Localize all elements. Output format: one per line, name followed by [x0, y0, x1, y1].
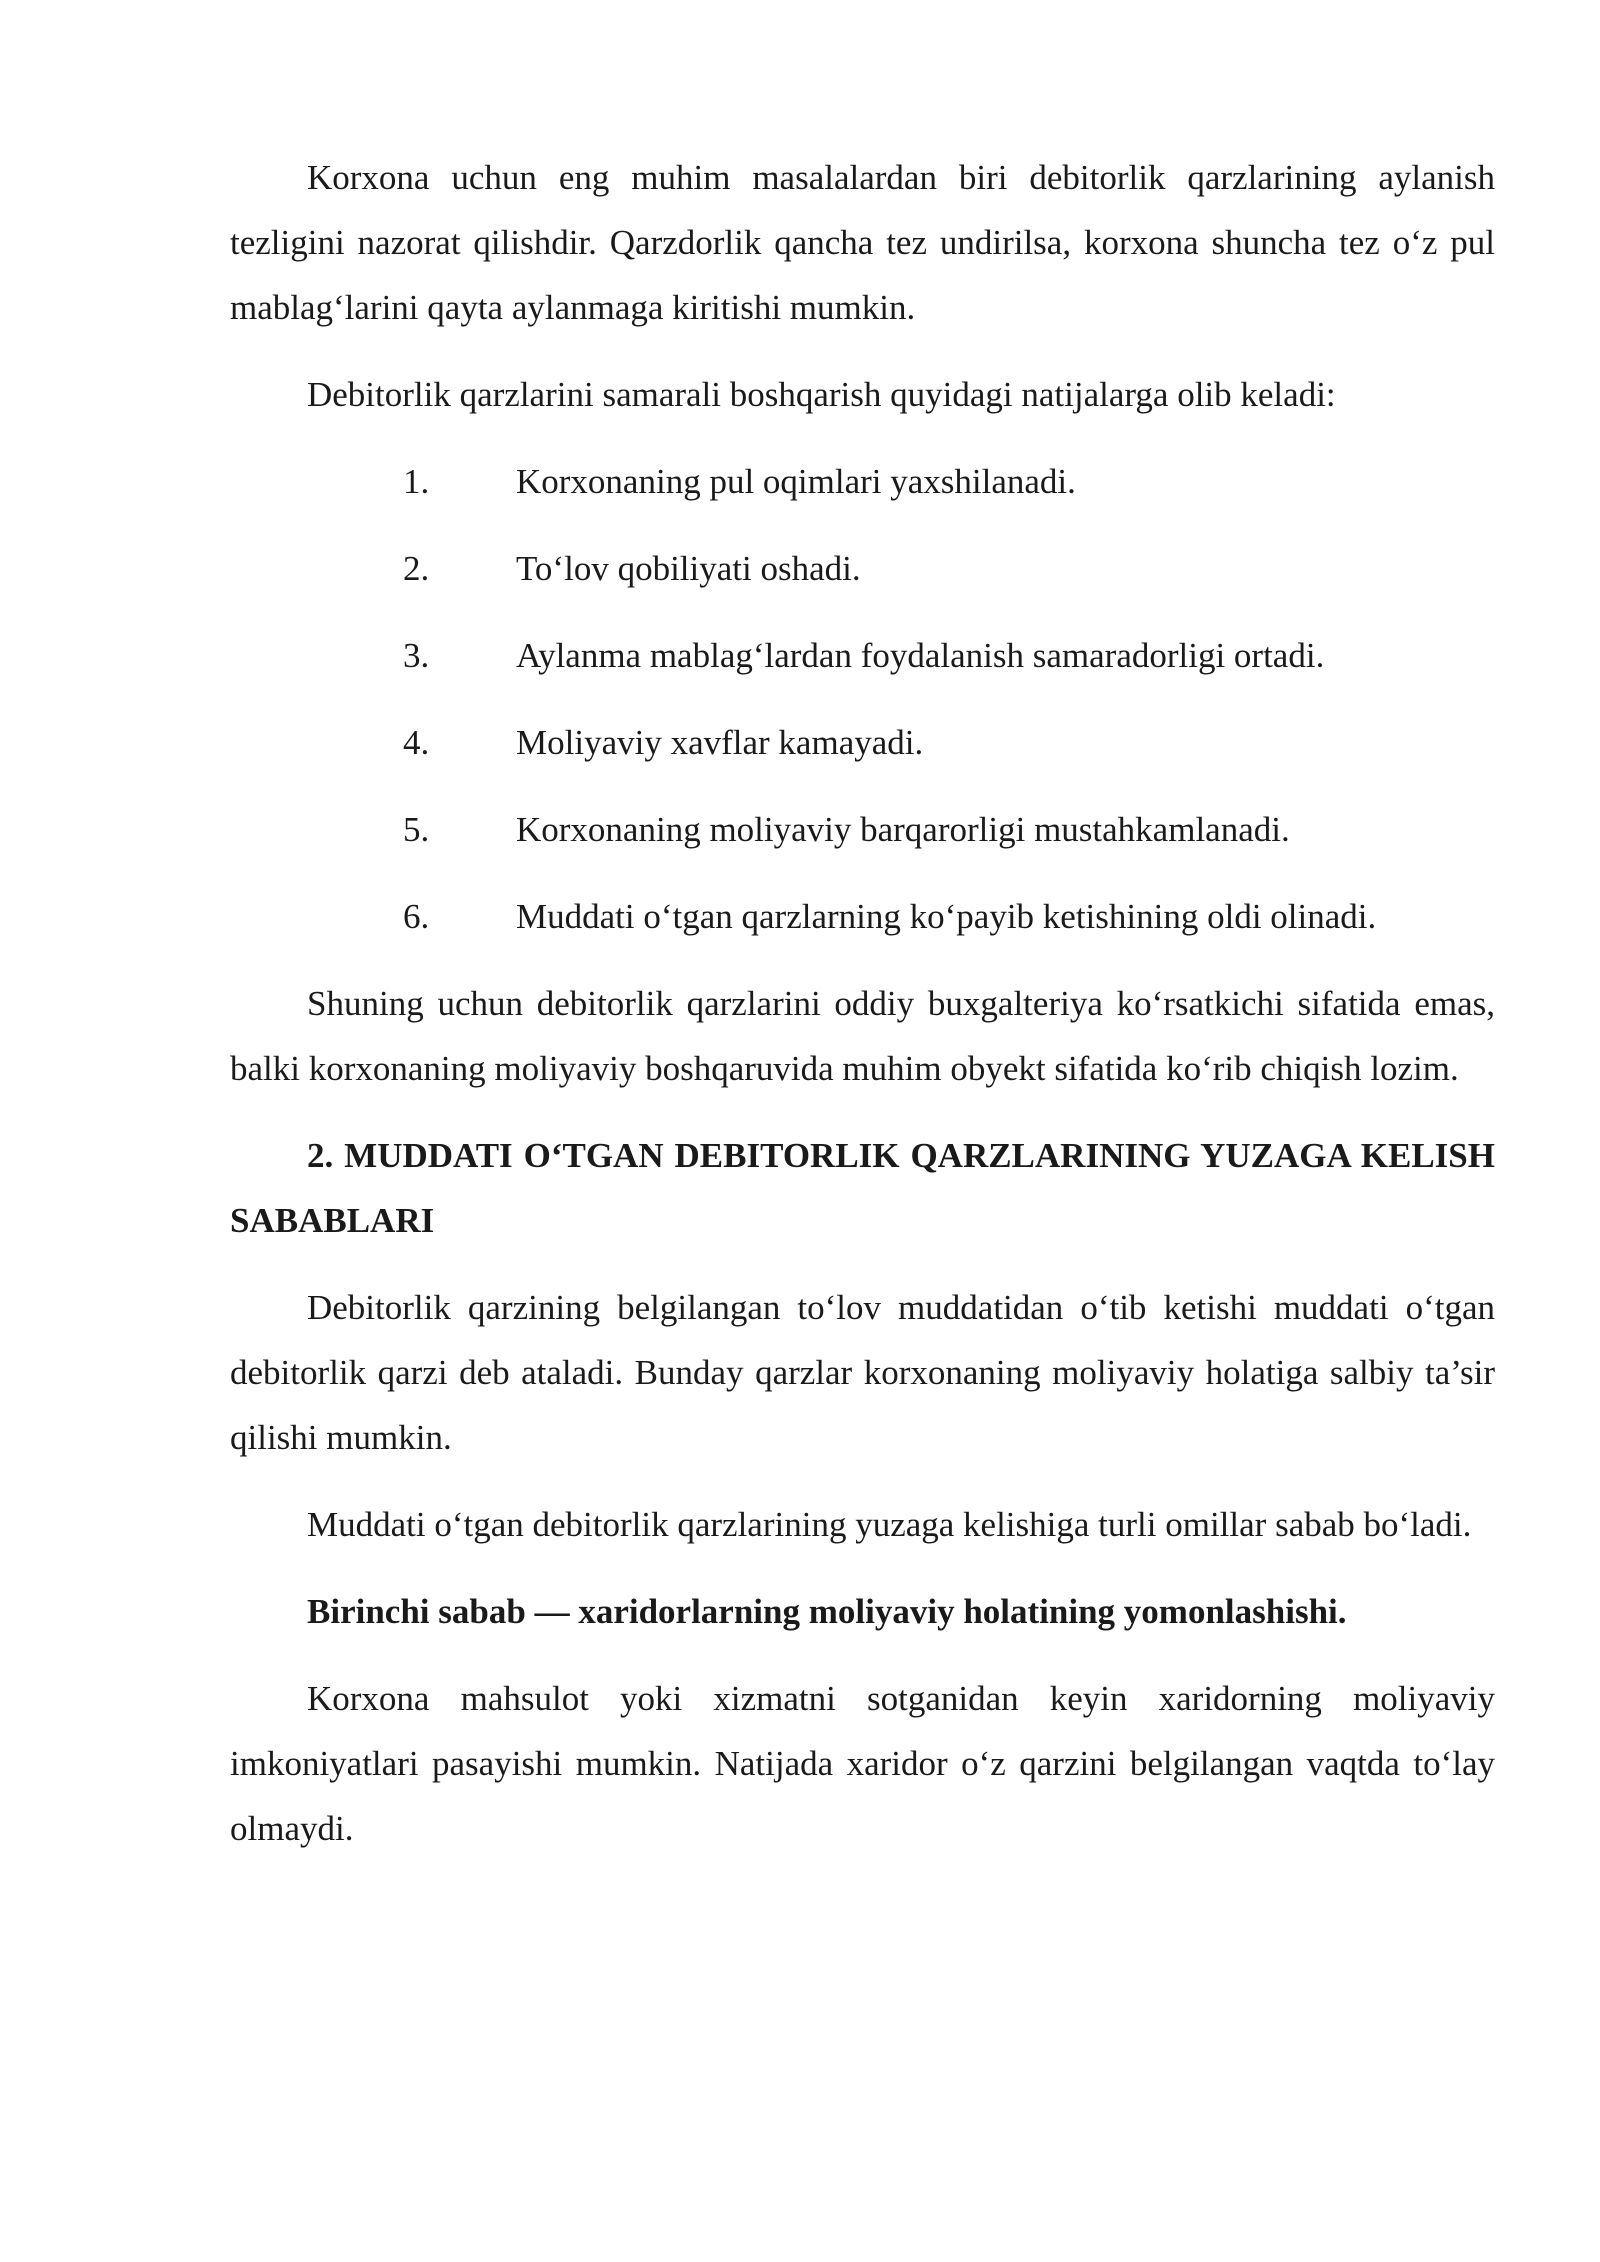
- list-item-text: Korxonaning moliyaviy barqarorligi mustahkamlanadi.: [516, 810, 1290, 849]
- document-page: [230, 145, 1495, 1883]
- list-item-text: Moliyaviy xavflar kamayadi.: [516, 723, 924, 762]
- list-item-text: Muddati o‘tgan qarzlarning ko‘payib ketishining oldi olinadi.: [516, 897, 1377, 936]
- list-item: [230, 536, 1495, 601]
- list-item: [230, 710, 1495, 775]
- list-item: [230, 884, 1495, 949]
- paragraph-management-object: Shuning uchun debitorlik qarzlarini oddiy buxgalteriya ko‘rsatkichi sifatida emas, balki korxonaning moliyaviy boshqaruvida muhim obyekt sifatida ko‘rib chiqish lozim.: [230, 984, 1495, 1088]
- list-item-number: 4.: [403, 723, 430, 762]
- list-item-text: Aylanma mablag‘lardan foydalanish samaradorligi ortadi.: [516, 636, 1325, 675]
- results-list: [230, 449, 1495, 949]
- list-item-number: 1.: [403, 462, 430, 501]
- list-item: [230, 797, 1495, 862]
- list-item-number: 3.: [403, 636, 430, 675]
- section-heading: 2. MUDDATI O‘TGAN DEBITORLIK QARZLARINING YUZAGA KELISH SABABLARI: [230, 1136, 1495, 1240]
- list-item: [230, 623, 1495, 688]
- paragraph-receivables-turnover: Korxona uchun eng muhim masalalardan biri debitorlik qarzlarining aylanish tezligini nazorat qilishdir. Qarzdorlik qancha tez undirilsa, korxona shuncha tez o‘z pul mablag‘larini qayta aylanmaga kiritishi mumkin.: [230, 158, 1495, 327]
- list-item-number: 5.: [403, 810, 430, 849]
- list-item-number: 2.: [403, 549, 430, 588]
- first-reason-heading: Birinchi sabab — xaridorlarning moliyaviy holatining yomonlashishi.: [307, 1592, 1347, 1631]
- list-item: [230, 449, 1495, 514]
- list-item-text: To‘lov qobiliyati oshadi.: [516, 549, 861, 588]
- list-item-text: Korxonaning pul oqimlari yaxshilanadi.: [516, 462, 1076, 501]
- paragraph-overdue-factors: Muddati o‘tgan debitorlik qarzlarining yuzaga kelishiga turli omillar sabab bo‘ladi.: [307, 1505, 1472, 1544]
- list-item-number: 6.: [403, 897, 430, 936]
- paragraph-buyer-finances: Korxona mahsulot yoki xizmatni sotganidan keyin xaridorning moliyaviy imkoniyatlari pasayishi mumkin. Natijada xaridor o‘z qarzini belgilangan vaqtda to‘lay olmaydi.: [230, 1679, 1495, 1848]
- paragraph-overdue-definition: Debitorlik qarzining belgilangan to‘lov muddatidan o‘tib ketishi muddati o‘tgan debitorlik qarzi deb ataladi. Bunday qarzlar korxonaning moliyaviy holatiga salbiy ta’sir qilishi mumkin.: [230, 1288, 1495, 1457]
- paragraph-results-intro: Debitorlik qarzlarini samarali boshqarish quyidagi natijalarga olib keladi:: [307, 375, 1336, 414]
